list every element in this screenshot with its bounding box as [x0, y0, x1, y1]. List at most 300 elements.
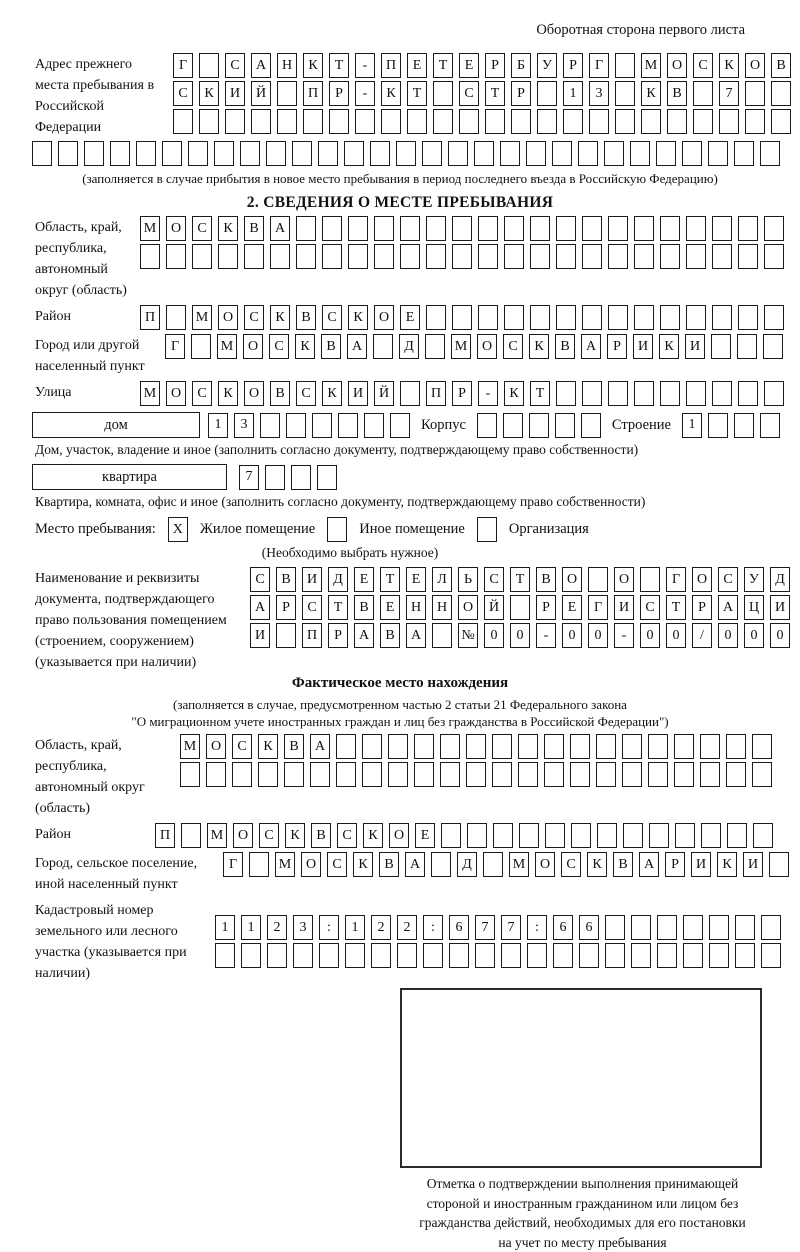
char-box[interactable]: [296, 216, 316, 241]
char-box[interactable]: Д: [399, 334, 419, 359]
char-box[interactable]: С: [484, 567, 504, 592]
char-box[interactable]: [500, 141, 520, 166]
char-box[interactable]: [582, 305, 602, 330]
char-box[interactable]: :: [319, 915, 339, 940]
char-box[interactable]: [388, 734, 408, 759]
char-box[interactable]: В: [771, 53, 791, 78]
char-box[interactable]: [374, 216, 394, 241]
char-box-row[interactable]: [215, 915, 781, 940]
char-box[interactable]: [656, 141, 676, 166]
char-box[interactable]: Е: [380, 595, 400, 620]
char-box[interactable]: [556, 381, 576, 406]
char-box[interactable]: С: [718, 567, 738, 592]
char-box[interactable]: К: [295, 334, 315, 359]
char-box[interactable]: И: [225, 81, 245, 106]
char-box[interactable]: [452, 244, 472, 269]
char-box[interactable]: Г: [165, 334, 185, 359]
char-box[interactable]: [597, 823, 617, 848]
char-box[interactable]: [719, 109, 739, 134]
char-box[interactable]: [582, 216, 602, 241]
char-box[interactable]: С: [693, 53, 713, 78]
char-box[interactable]: [589, 109, 609, 134]
stroenie-boxes[interactable]: [682, 413, 780, 438]
char-box[interactable]: [630, 141, 650, 166]
char-box[interactable]: [390, 413, 410, 438]
char-box[interactable]: [761, 915, 781, 940]
char-box[interactable]: К: [303, 53, 323, 78]
char-box[interactable]: Е: [459, 53, 479, 78]
char-box[interactable]: В: [667, 81, 687, 106]
char-box[interactable]: [519, 823, 539, 848]
char-box[interactable]: [400, 244, 420, 269]
char-box[interactable]: [291, 465, 311, 490]
char-box[interactable]: 7: [501, 915, 521, 940]
char-box[interactable]: Й: [251, 81, 271, 106]
char-box[interactable]: [258, 762, 278, 787]
char-box[interactable]: А: [405, 852, 425, 877]
char-box[interactable]: [764, 216, 784, 241]
char-box[interactable]: 0: [562, 623, 582, 648]
char-box[interactable]: [657, 943, 677, 968]
char-box-row[interactable]: [155, 823, 773, 848]
char-box[interactable]: [726, 762, 746, 787]
char-box[interactable]: [764, 381, 784, 406]
char-box[interactable]: -: [614, 623, 634, 648]
char-box[interactable]: А: [251, 53, 271, 78]
char-box[interactable]: Р: [485, 53, 505, 78]
char-box[interactable]: П: [155, 823, 175, 848]
char-box[interactable]: [660, 216, 680, 241]
char-box[interactable]: [199, 53, 219, 78]
char-box[interactable]: С: [561, 852, 581, 877]
char-box[interactable]: А: [347, 334, 367, 359]
char-box[interactable]: [570, 762, 590, 787]
char-box[interactable]: [622, 734, 642, 759]
char-box[interactable]: О: [535, 852, 555, 877]
char-box[interactable]: А: [250, 595, 270, 620]
char-box[interactable]: Г: [588, 595, 608, 620]
char-box[interactable]: О: [301, 852, 321, 877]
char-box[interactable]: [218, 244, 238, 269]
char-box-row[interactable]: [140, 305, 784, 330]
char-box[interactable]: 7: [719, 81, 739, 106]
char-box[interactable]: [344, 141, 364, 166]
char-box[interactable]: [251, 109, 271, 134]
char-box[interactable]: [396, 141, 416, 166]
char-box[interactable]: [345, 943, 365, 968]
char-box[interactable]: К: [270, 305, 290, 330]
char-box[interactable]: [276, 623, 296, 648]
char-box[interactable]: Р: [665, 852, 685, 877]
char-box[interactable]: К: [587, 852, 607, 877]
char-box[interactable]: [686, 244, 706, 269]
char-box[interactable]: Д: [770, 567, 790, 592]
char-box[interactable]: С: [244, 305, 264, 330]
char-box[interactable]: [284, 762, 304, 787]
char-box[interactable]: [478, 244, 498, 269]
char-box-row[interactable]: [173, 81, 791, 106]
char-box[interactable]: Т: [666, 595, 686, 620]
char-box[interactable]: Г: [223, 852, 243, 877]
char-box[interactable]: [708, 141, 728, 166]
char-box[interactable]: [556, 216, 576, 241]
char-box[interactable]: [753, 823, 773, 848]
char-box[interactable]: [433, 81, 453, 106]
char-box[interactable]: [734, 141, 754, 166]
char-box[interactable]: В: [284, 734, 304, 759]
char-box[interactable]: [293, 943, 313, 968]
char-box[interactable]: Т: [329, 53, 349, 78]
char-box[interactable]: К: [504, 381, 524, 406]
char-box[interactable]: [738, 216, 758, 241]
char-box[interactable]: 3: [589, 81, 609, 106]
char-box[interactable]: 7: [475, 915, 495, 940]
char-box[interactable]: -: [355, 53, 375, 78]
char-box[interactable]: [312, 413, 332, 438]
char-box[interactable]: 6: [449, 915, 469, 940]
char-box[interactable]: Е: [354, 567, 374, 592]
char-box[interactable]: С: [250, 567, 270, 592]
char-box[interactable]: В: [276, 567, 296, 592]
char-box[interactable]: А: [581, 334, 601, 359]
char-box[interactable]: А: [354, 623, 374, 648]
char-box[interactable]: [518, 762, 538, 787]
stay-checkbox-residential[interactable]: [168, 517, 188, 542]
char-box[interactable]: [604, 141, 624, 166]
char-box[interactable]: [162, 141, 182, 166]
char-box[interactable]: [760, 141, 780, 166]
char-box[interactable]: [225, 109, 245, 134]
char-box[interactable]: О: [562, 567, 582, 592]
char-box[interactable]: К: [659, 334, 679, 359]
char-box[interactable]: [492, 734, 512, 759]
char-box[interactable]: [588, 567, 608, 592]
char-box[interactable]: [615, 53, 635, 78]
char-box[interactable]: 0: [640, 623, 660, 648]
char-box[interactable]: [232, 762, 252, 787]
char-box[interactable]: [582, 244, 602, 269]
char-box[interactable]: [362, 734, 382, 759]
char-box[interactable]: В: [244, 216, 264, 241]
char-box[interactable]: М: [217, 334, 237, 359]
char-box-row[interactable]: [32, 141, 800, 166]
char-box[interactable]: О: [745, 53, 765, 78]
char-box[interactable]: [180, 762, 200, 787]
char-box[interactable]: 3: [234, 413, 254, 438]
char-box[interactable]: [466, 762, 486, 787]
char-box[interactable]: Н: [406, 595, 426, 620]
char-box[interactable]: [660, 244, 680, 269]
char-box[interactable]: [310, 762, 330, 787]
char-box-row[interactable]: [250, 623, 790, 648]
char-box[interactable]: К: [218, 381, 238, 406]
char-box[interactable]: [631, 943, 651, 968]
char-box[interactable]: [674, 734, 694, 759]
char-box[interactable]: [686, 305, 706, 330]
char-box[interactable]: [553, 943, 573, 968]
char-box[interactable]: [693, 81, 713, 106]
char-box[interactable]: [84, 141, 104, 166]
char-box[interactable]: М: [451, 334, 471, 359]
apartment-boxes[interactable]: [239, 465, 337, 490]
char-box[interactable]: [683, 915, 703, 940]
char-box[interactable]: [459, 109, 479, 134]
char-box[interactable]: [761, 943, 781, 968]
char-box[interactable]: С: [225, 53, 245, 78]
char-box[interactable]: [530, 244, 550, 269]
char-box[interactable]: №: [458, 623, 478, 648]
char-box[interactable]: Ц: [744, 595, 764, 620]
char-box[interactable]: [381, 109, 401, 134]
char-box[interactable]: [631, 915, 651, 940]
char-box[interactable]: К: [641, 81, 661, 106]
char-box[interactable]: 6: [553, 915, 573, 940]
char-box[interactable]: [414, 734, 434, 759]
char-box[interactable]: [501, 943, 521, 968]
char-box[interactable]: [329, 109, 349, 134]
char-box[interactable]: М: [509, 852, 529, 877]
char-box[interactable]: 2: [267, 915, 287, 940]
char-box[interactable]: [745, 109, 765, 134]
char-box[interactable]: [433, 109, 453, 134]
char-box[interactable]: [322, 244, 342, 269]
char-box[interactable]: [166, 305, 186, 330]
char-box-row[interactable]: [223, 852, 789, 877]
char-box[interactable]: Р: [563, 53, 583, 78]
char-box-row[interactable]: [250, 567, 790, 592]
char-box[interactable]: [466, 734, 486, 759]
char-box[interactable]: Г: [173, 53, 193, 78]
char-box-row[interactable]: [180, 762, 772, 787]
char-box[interactable]: В: [311, 823, 331, 848]
char-box[interactable]: [188, 141, 208, 166]
char-box[interactable]: Е: [562, 595, 582, 620]
char-box[interactable]: К: [348, 305, 368, 330]
char-box[interactable]: [596, 762, 616, 787]
char-box[interactable]: [570, 734, 590, 759]
char-box[interactable]: Н: [277, 53, 297, 78]
char-box[interactable]: [362, 762, 382, 787]
char-box[interactable]: [735, 915, 755, 940]
char-box[interactable]: [364, 413, 384, 438]
char-box[interactable]: [475, 943, 495, 968]
char-box[interactable]: [640, 567, 660, 592]
char-box[interactable]: С: [322, 305, 342, 330]
char-box[interactable]: И: [770, 595, 790, 620]
char-box[interactable]: 0: [510, 623, 530, 648]
char-box-row[interactable]: [165, 334, 783, 359]
char-box[interactable]: Б: [511, 53, 531, 78]
char-box[interactable]: [249, 852, 269, 877]
char-box[interactable]: [423, 943, 443, 968]
char-box[interactable]: [348, 216, 368, 241]
char-box[interactable]: М: [207, 823, 227, 848]
char-box[interactable]: [649, 823, 669, 848]
char-box[interactable]: [605, 943, 625, 968]
char-box[interactable]: [764, 305, 784, 330]
char-box[interactable]: Р: [276, 595, 296, 620]
char-box[interactable]: [634, 305, 654, 330]
house-number-boxes[interactable]: [208, 413, 410, 438]
char-box[interactable]: [492, 762, 512, 787]
char-box[interactable]: [726, 734, 746, 759]
char-box[interactable]: И: [250, 623, 270, 648]
char-box[interactable]: [327, 517, 347, 542]
char-box[interactable]: [537, 81, 557, 106]
char-box[interactable]: [449, 943, 469, 968]
char-box[interactable]: [452, 305, 472, 330]
char-box[interactable]: А: [406, 623, 426, 648]
char-box[interactable]: 1: [208, 413, 228, 438]
char-box[interactable]: С: [269, 334, 289, 359]
char-box-row[interactable]: [173, 109, 791, 134]
char-box[interactable]: 2: [397, 915, 417, 940]
char-box[interactable]: [709, 943, 729, 968]
char-box[interactable]: [426, 305, 446, 330]
char-box[interactable]: [296, 244, 316, 269]
char-box[interactable]: [260, 413, 280, 438]
char-box[interactable]: 0: [588, 623, 608, 648]
char-box[interactable]: К: [719, 53, 739, 78]
char-box[interactable]: [648, 734, 668, 759]
char-box[interactable]: Е: [407, 53, 427, 78]
char-box[interactable]: Д: [457, 852, 477, 877]
char-box[interactable]: 0: [484, 623, 504, 648]
char-box[interactable]: [373, 334, 393, 359]
char-box[interactable]: Е: [400, 305, 420, 330]
char-box[interactable]: О: [233, 823, 253, 848]
char-box[interactable]: [712, 305, 732, 330]
char-box[interactable]: [503, 413, 523, 438]
char-box[interactable]: Т: [510, 567, 530, 592]
char-box[interactable]: С: [296, 381, 316, 406]
char-box[interactable]: [545, 823, 565, 848]
char-box[interactable]: И: [302, 567, 322, 592]
char-box[interactable]: М: [641, 53, 661, 78]
char-box[interactable]: [771, 109, 791, 134]
char-box[interactable]: И: [633, 334, 653, 359]
char-box[interactable]: П: [302, 623, 322, 648]
char-box[interactable]: [432, 623, 452, 648]
char-box[interactable]: /: [692, 623, 712, 648]
char-box-row[interactable]: [140, 216, 784, 241]
char-box[interactable]: [504, 305, 524, 330]
char-box[interactable]: [634, 381, 654, 406]
char-box-row[interactable]: [140, 244, 784, 269]
char-box[interactable]: [527, 943, 547, 968]
char-box[interactable]: [738, 305, 758, 330]
char-box[interactable]: Г: [589, 53, 609, 78]
char-box[interactable]: [388, 762, 408, 787]
char-box[interactable]: Т: [380, 567, 400, 592]
char-box[interactable]: [206, 762, 226, 787]
char-box[interactable]: [303, 109, 323, 134]
char-box[interactable]: [712, 381, 732, 406]
char-box[interactable]: [431, 852, 451, 877]
char-box[interactable]: :: [527, 915, 547, 940]
char-box[interactable]: [763, 334, 783, 359]
char-box[interactable]: И: [614, 595, 634, 620]
char-box[interactable]: И: [348, 381, 368, 406]
char-box[interactable]: [240, 141, 260, 166]
char-box[interactable]: [483, 852, 503, 877]
char-box[interactable]: [667, 109, 687, 134]
char-box[interactable]: О: [477, 334, 497, 359]
char-box[interactable]: В: [296, 305, 316, 330]
char-box[interactable]: [265, 465, 285, 490]
char-box[interactable]: [140, 244, 160, 269]
char-box[interactable]: В: [379, 852, 399, 877]
char-box[interactable]: О: [458, 595, 478, 620]
char-box[interactable]: [708, 413, 728, 438]
char-box[interactable]: [608, 216, 628, 241]
char-box[interactable]: М: [192, 305, 212, 330]
char-box[interactable]: К: [285, 823, 305, 848]
char-box[interactable]: [181, 823, 201, 848]
char-box-row[interactable]: [215, 943, 781, 968]
char-box[interactable]: [478, 305, 498, 330]
char-box[interactable]: [578, 141, 598, 166]
char-box[interactable]: О: [692, 567, 712, 592]
char-box[interactable]: -: [355, 81, 375, 106]
char-box[interactable]: [693, 109, 713, 134]
char-box-row[interactable]: [173, 53, 791, 78]
char-box[interactable]: 0: [718, 623, 738, 648]
char-box[interactable]: К: [529, 334, 549, 359]
char-box[interactable]: [686, 216, 706, 241]
char-box[interactable]: С: [337, 823, 357, 848]
char-box[interactable]: [267, 943, 287, 968]
char-box[interactable]: [266, 141, 286, 166]
char-box[interactable]: [712, 216, 732, 241]
char-box[interactable]: [292, 141, 312, 166]
char-box[interactable]: [752, 734, 772, 759]
char-box[interactable]: [700, 762, 720, 787]
char-box[interactable]: [579, 943, 599, 968]
char-box[interactable]: [709, 915, 729, 940]
char-box[interactable]: [493, 823, 513, 848]
char-box[interactable]: [426, 216, 446, 241]
char-box[interactable]: [734, 413, 754, 438]
char-box[interactable]: О: [614, 567, 634, 592]
char-box[interactable]: Ь: [458, 567, 478, 592]
char-box[interactable]: [660, 305, 680, 330]
char-box[interactable]: [683, 943, 703, 968]
char-box[interactable]: [738, 381, 758, 406]
char-box[interactable]: Р: [511, 81, 531, 106]
char-box[interactable]: [571, 823, 591, 848]
char-box[interactable]: [452, 216, 472, 241]
char-box[interactable]: К: [218, 216, 238, 241]
char-box[interactable]: К: [322, 381, 342, 406]
char-box[interactable]: В: [613, 852, 633, 877]
char-box[interactable]: М: [275, 852, 295, 877]
char-box[interactable]: [478, 216, 498, 241]
char-box[interactable]: [556, 244, 576, 269]
char-box[interactable]: Т: [407, 81, 427, 106]
char-box[interactable]: [608, 381, 628, 406]
char-box[interactable]: Т: [485, 81, 505, 106]
char-box[interactable]: Р: [536, 595, 556, 620]
char-box[interactable]: Р: [328, 623, 348, 648]
char-box[interactable]: О: [389, 823, 409, 848]
char-box[interactable]: А: [270, 216, 290, 241]
char-box[interactable]: А: [718, 595, 738, 620]
char-box[interactable]: С: [640, 595, 660, 620]
char-box[interactable]: [422, 141, 442, 166]
char-box[interactable]: [608, 305, 628, 330]
char-box[interactable]: [544, 734, 564, 759]
